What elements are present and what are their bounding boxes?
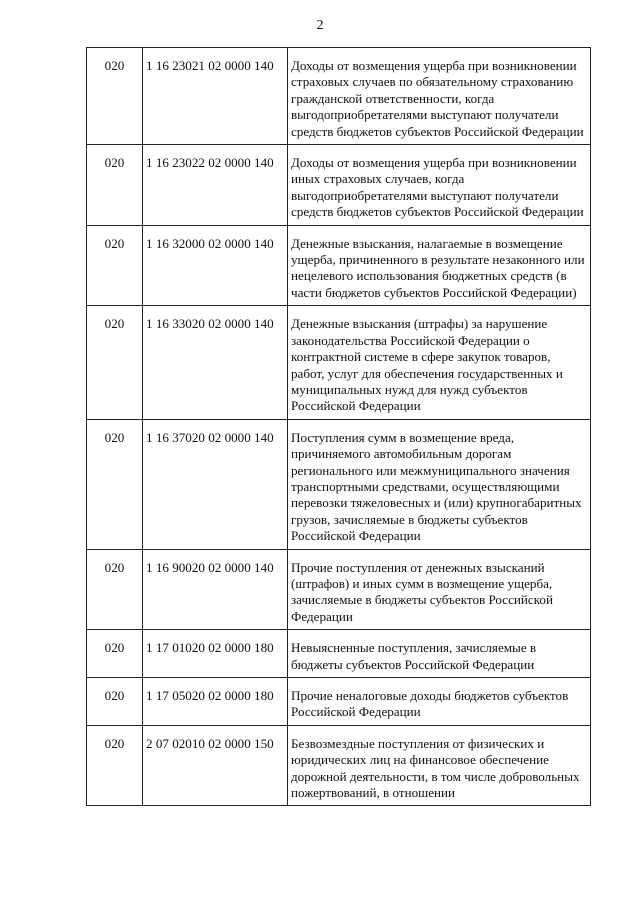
income-name-cell: Денежные взыскания, налагаемые в возмещение ущерба, причиненного в результате незаконного или нецелевого использования бюджетных средств (в части бюджетов субъектов Российской Федерации) [288,225,591,306]
table-row [87,725,591,806]
table-row [87,678,591,726]
budget-code-cell: 2 07 02010 02 0000 150 [143,725,288,806]
table-row [87,48,591,145]
admin-code-cell: 020 [87,225,143,306]
admin-code-cell: 020 [87,145,143,226]
income-name-cell: Доходы от возмещения ущерба при возникновении иных страховых случаев, когда выгодоприобретателями выступают получатели средств бюджетов субъектов Российской Федерации [288,145,591,226]
admin-code-cell: 020 [87,419,143,549]
income-name-cell: Денежные взыскания (штрафы) за нарушение законодательства Российской Федерации о контрактной системе в сфере закупок товаров, работ, услуг для обеспечения государственных и муниципальных нужд для нужд субъектов Российской Федерации [288,306,591,419]
page-number: 2 [316,18,324,33]
income-name-cell: Безвозмездные поступления от физических и юридических лиц на финансовое обеспечение дорожной деятельности, в том числе добровольных пожертвований, в отношении [288,725,591,806]
budget-code-cell: 1 17 01020 02 0000 180 [143,630,288,678]
budget-code-cell: 1 16 23022 02 0000 140 [143,145,288,226]
table-row [87,225,591,306]
budget-codes-table [86,47,591,806]
income-name-cell: Невыясненные поступления, зачисляемые в бюджеты субъектов Российской Федерации [288,630,591,678]
income-name-cell: Поступления сумм в возмещение вреда, причиняемого автомобильным дорогам регионального или межмуниципального значения транспортными средствами, осуществляющими перевозки тяжеловесных и (или) крупногабаритных грузов, зачисляемые в бюджеты субъектов Российской Федерации [288,419,591,549]
table-row [87,306,591,419]
admin-code-cell: 020 [87,48,143,145]
table-row [87,145,591,226]
admin-code-cell: 020 [87,725,143,806]
admin-code-cell: 020 [87,630,143,678]
budget-code-cell: 1 17 05020 02 0000 180 [143,678,288,726]
budget-code-cell: 1 16 90020 02 0000 140 [143,549,288,630]
admin-code-cell: 020 [87,549,143,630]
admin-code-cell: 020 [87,678,143,726]
table-row [87,419,591,549]
budget-code-cell: 1 16 23021 02 0000 140 [143,48,288,145]
table-row [87,549,591,630]
income-name-cell: Прочие неналоговые доходы бюджетов субъектов Российской Федерации [288,678,591,726]
table-row [87,630,591,678]
budget-code-cell: 1 16 33020 02 0000 140 [143,306,288,419]
income-name-cell: Доходы от возмещения ущерба при возникновении страховых случаев по обязательному страхованию гражданской ответственности, когда выгодоприобретателями выступают получатели средств бюджетов субъектов Российской Федерации [288,48,591,145]
admin-code-cell: 020 [87,306,143,419]
budget-code-cell: 1 16 37020 02 0000 140 [143,419,288,549]
budget-code-cell: 1 16 32000 02 0000 140 [143,225,288,306]
income-name-cell: Прочие поступления от денежных взысканий (штрафов) и иных сумм в возмещение ущерба, зачисляемые в бюджеты субъектов Российской Федерации [288,549,591,630]
